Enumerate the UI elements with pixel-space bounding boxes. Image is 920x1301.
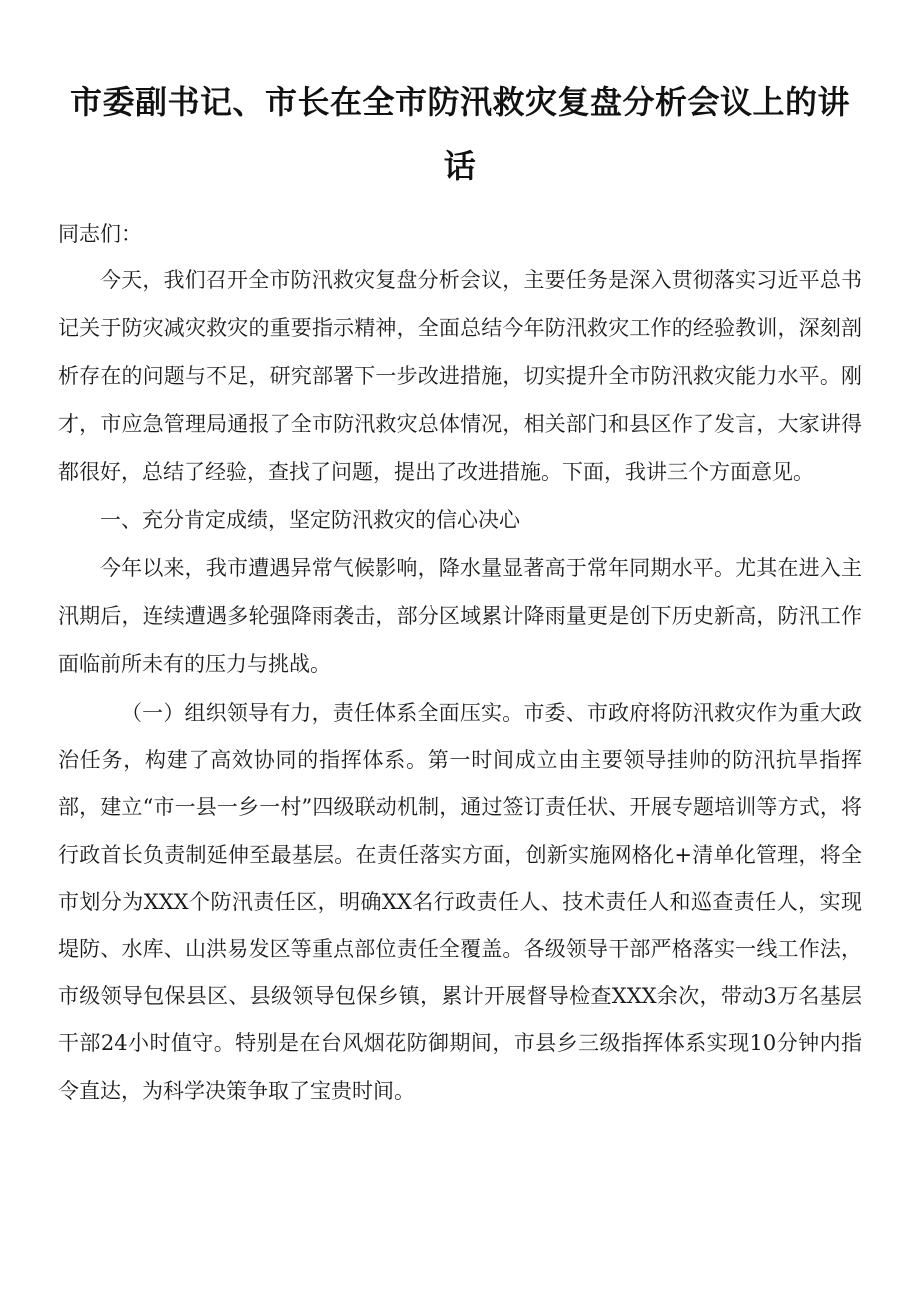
- document-body: [58, 212, 862, 1115]
- title-line-1: 市委副书记、市长在全市防汛救灾复盘分析会议上的讲: [69, 83, 850, 121]
- opening-paragraph: 今天，我们召开全市防汛救灾复盘分析会议，主要任务是深入贯彻落实习近平总书记关于防灾减灾救灾的重要指示精神，全面总结今年防汛救灾工作的经验教训，深刻剖析存在的问题与不足，研究部署下一步改进措施，切实提升全市防汛救灾能力水平。刚才，市应急管理局通报了全市防汛救灾总体情况，相关部门和县区作了发言，大家讲得都很好，总结了经验，查找了问题，提出了改进措施。下面，我讲三个方面意见。: [58, 268, 862, 484]
- section-1-intro-paragraph: 今年以来，我市遭遇异常气候影响，降水量显著高于常年同期水平。尤其在进入主汛期后，连续遭遇多轮强降雨袭击，部分区域累计降雨量更是创下历史新高，防汛工作面临前所未有的压力与挑战。: [58, 556, 862, 676]
- subsection-1-paragraph: （一）组织领导有力，责任体系全面压实。市委、市政府将防汛救灾作为重大政治任务，构建了高效协同的指挥体系。第一时间成立由主要领导挂帅的防汛抗旱指挥部，建立“市一县一乡一村”四级联动机制，通过签订责任状、开展专题培训等方式，将行政首长负责制延伸至最基层。在责任落实方面，创新实施网格化+清单化管理，将全市划分为XXX个防汛责任区，明确XX名行政责任人、技术责任人和巡查责任人，实现堤防、水库、山洪易发区等重点部位责任全覆盖。各级领导干部严格落实一线工作法，市级领导包保县区、县级领导包保乡镇，累计开展督导检查XXX余次，带动3万名基层干部24小时值守。特别是在台风烟花防御期间，市县乡三级指挥体系实现10分钟内指令直达，为科学决策争取了宝贵时间。: [58, 701, 862, 1103]
- section-heading-1: 一、充分肯定成绩，坚定防汛救灾的信心决心: [100, 508, 520, 532]
- salutation: 同志们：: [58, 222, 142, 246]
- document-title: [58, 70, 862, 198]
- title-line-2: 话: [443, 147, 477, 185]
